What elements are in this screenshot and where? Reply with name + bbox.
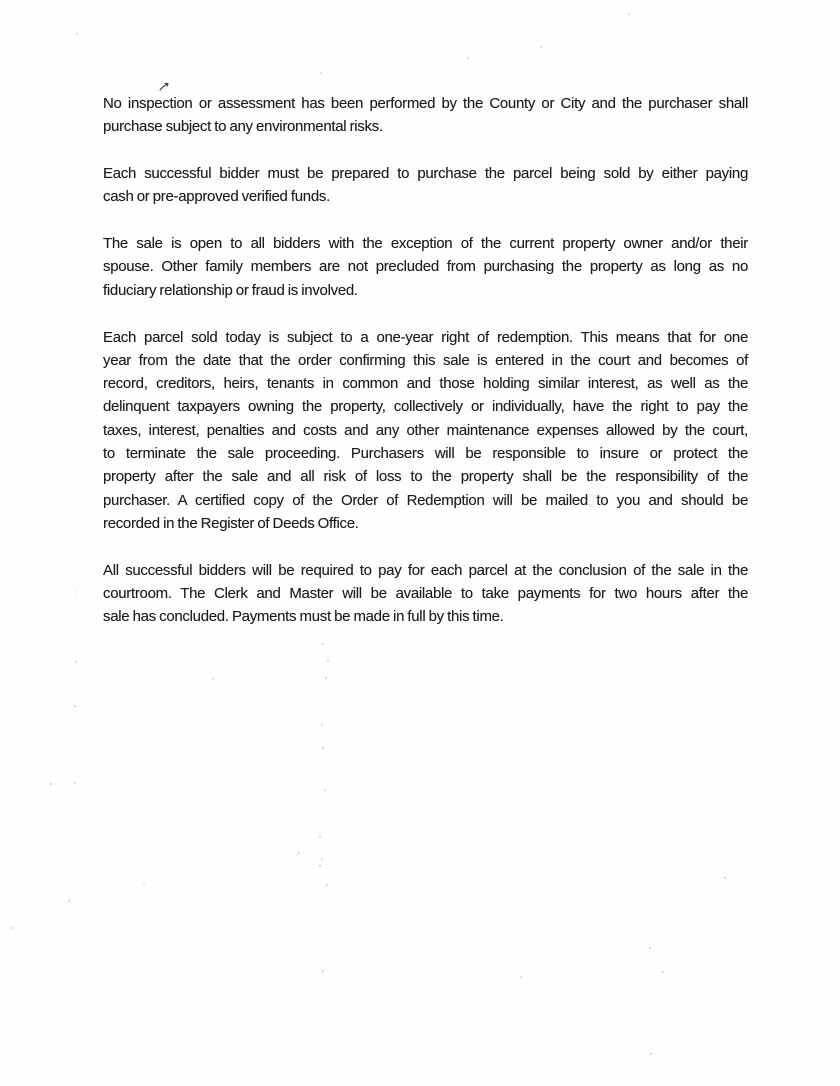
scan-speck xyxy=(324,789,326,791)
scan-speck xyxy=(75,661,77,663)
scan-speck xyxy=(322,643,324,645)
text-line: Each parcel sold today is subject to a one-year right of redemption. This means that for one xyxy=(103,328,748,346)
scan-speck xyxy=(12,927,14,929)
scan-speck xyxy=(76,33,78,35)
scan-speck xyxy=(74,782,76,784)
scan-speck xyxy=(520,976,522,978)
scan-speck xyxy=(68,900,70,902)
text-line: The sale is open to all bidders with the exception of the current property owner and/or their xyxy=(103,235,748,253)
paragraph xyxy=(103,92,748,139)
scan-speck xyxy=(662,971,664,973)
scan-speck xyxy=(540,46,542,48)
text-line: fiduciary relationship or fraud is involved. xyxy=(103,281,358,299)
scan-speck xyxy=(325,677,327,679)
scan-speck xyxy=(467,57,469,59)
paragraph xyxy=(103,326,748,536)
scan-speck xyxy=(650,1053,652,1055)
scan-speck xyxy=(50,783,52,785)
text-line: property after the sale and all risk of loss to the property shall be the responsibility of the xyxy=(103,468,748,486)
scan-speck xyxy=(321,858,323,860)
scan-speck xyxy=(724,877,726,879)
scan-speck xyxy=(321,724,323,726)
paragraph xyxy=(103,162,748,209)
text-line: Each successful bidder must be prepared to purchase the parcel being sold by either paying xyxy=(103,165,748,183)
text-line: year from the date that the order confirming this sale is entered in the court and becomes of xyxy=(103,351,748,369)
text-line: purchase subject to any environmental risks. xyxy=(103,118,383,136)
scan-speck xyxy=(319,865,321,867)
scan-speck xyxy=(327,660,329,662)
document-text xyxy=(103,92,748,629)
text-line: cash or pre-approved verified funds. xyxy=(103,188,330,206)
text-line: taxes, interest, penalties and costs and any other maintenance expenses allowed by the court, xyxy=(103,421,748,439)
text-line: No inspection or assessment has been performed by the County or City and the purchaser shall xyxy=(103,95,748,112)
text-line: recorded in the Register of Deeds Office. xyxy=(103,514,359,532)
text-line: purchaser. A certified copy of the Order of Redemption will be mailed to you and should be xyxy=(103,491,748,509)
paragraph xyxy=(103,232,748,302)
text-line: All successful bidders will be required to pay for each parcel at the conclusion of the sale in the xyxy=(103,561,748,579)
text-line: courtroom. The Clerk and Master will be available to take payments for two hours after the xyxy=(103,585,748,603)
scan-speck xyxy=(322,970,324,972)
scan-speck xyxy=(298,852,300,854)
scan-speck xyxy=(319,836,321,838)
scan-speck xyxy=(212,678,214,680)
scan-speck xyxy=(649,947,651,949)
scan-speck xyxy=(74,705,76,707)
scan-speck xyxy=(326,884,328,886)
scan-speck xyxy=(75,596,76,597)
text-line: record, creditors, heirs, tenants in common and those holding similar interest, as well as the xyxy=(103,375,748,393)
scan-speck xyxy=(143,884,145,886)
paragraph xyxy=(103,559,748,629)
scan-speck xyxy=(75,590,76,591)
text-line: delinquent taxpayers owning the property, collectively or individually, have the right to pay the xyxy=(103,398,748,416)
text-line: sale has concluded. Payments must be made in full by this time. xyxy=(103,608,504,626)
pen-mark xyxy=(158,80,172,92)
scan-speck xyxy=(322,747,324,749)
text-line: spouse. Other family members are not precluded from purchasing the property as long as no xyxy=(103,258,748,276)
scan-speck xyxy=(320,72,322,74)
text-line: to terminate the sale proceeding. Purchasers will be responsible to insure or protect the xyxy=(103,445,748,463)
scan-speck xyxy=(628,13,630,15)
